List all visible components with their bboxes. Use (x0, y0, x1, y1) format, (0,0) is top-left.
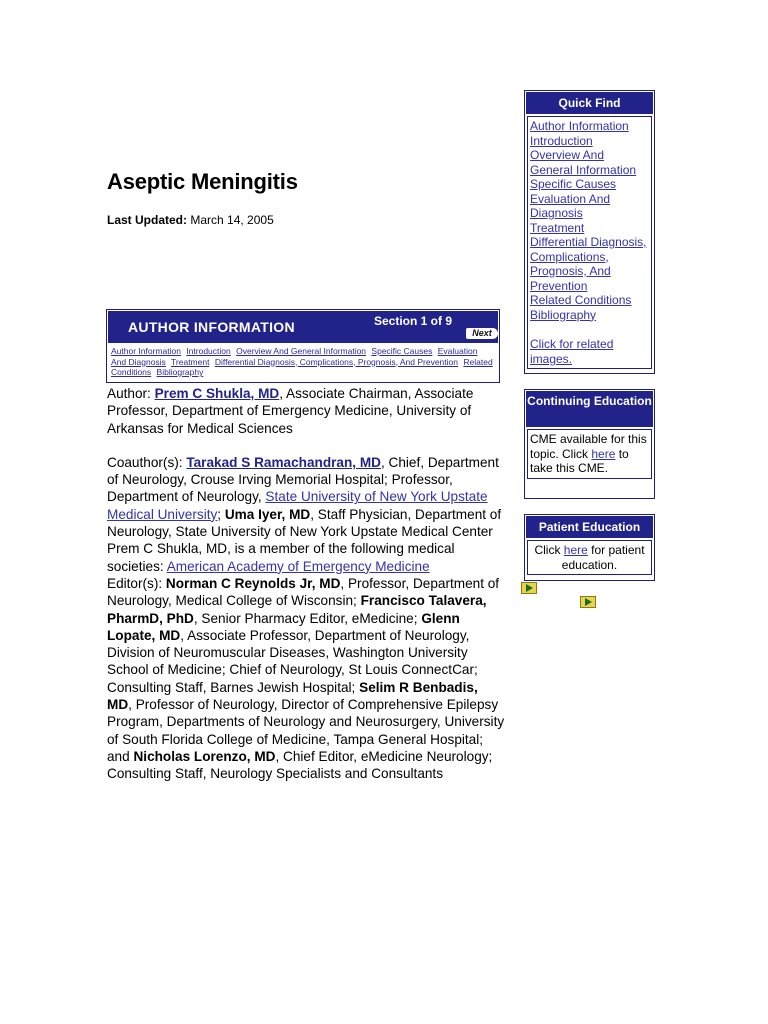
author-affiliation: , Associate Chairman, Associate Professor, Department of Emergency Medicine, University of Arkansas for Medical Sciences (107, 386, 474, 436)
continuing-education-heading: Continuing Education (526, 391, 653, 427)
last-updated-label: Last Updated: (107, 213, 188, 227)
editor2-name: Francisco Talavera, PharmD, PhD (107, 593, 487, 626)
coauthor-prefix: Coauthor(s): (107, 454, 187, 470)
section-link-related-conditions[interactable]: Related Conditions (111, 356, 493, 377)
coauthor-affiliation: , Chief, Department of Neurology, Crouse Irving Memorial Hospital; Professor, Department of Neurology, (107, 454, 499, 505)
editor2-affiliation: , Senior Pharmacy Editor, eMedicine; (193, 610, 422, 626)
author-prefix: Author: (107, 386, 155, 401)
section-heading: AUTHOR INFORMATION (128, 319, 295, 335)
editor3-affiliation: , Associate Professor, Department of Neurology, Division of Neuromuscular Diseases, Washington University School of Medicine; Chief of Neurology, St Louis ConnectCar; Consulting Staff, Barnes Jewish Hospital; (107, 627, 478, 695)
membership-text: Prem C Shukla, MD, is a member of the following medical societies: (107, 541, 455, 574)
patient-education-text (527, 540, 652, 575)
editor4-name: Selim R Benbadis, MD (107, 679, 478, 713)
author-information-header (108, 311, 498, 343)
cme-text-before: CME available for this topic. Click (530, 432, 647, 461)
editor1-name: Norman C Reynolds Jr, MD (165, 575, 341, 591)
page-title: Aseptic Meningitis (107, 169, 298, 194)
quick-find-box (524, 90, 655, 374)
section-link-evaluation[interactable]: Evaluation And Diagnosis (111, 346, 478, 367)
section-link-author-information[interactable]: Author Information (111, 346, 181, 356)
quick-link-evaluation[interactable]: Evaluation And Diagnosis (530, 191, 611, 220)
editor-prefix: Editor(s): (107, 575, 166, 591)
arrow-icon[interactable] (580, 596, 596, 608)
next-button[interactable]: Next (466, 328, 498, 339)
last-updated-value: March 14, 2005 (190, 213, 274, 227)
quick-link-related-conditions[interactable]: Related Conditions (530, 293, 632, 307)
quick-find-links (527, 116, 652, 369)
quick-link-treatment[interactable]: Treatment (530, 220, 585, 235)
author-paragraph (107, 385, 505, 437)
last-updated (107, 213, 274, 227)
author-details (107, 385, 505, 783)
patient-text-before: Click (534, 543, 564, 557)
continuing-education-box (524, 389, 655, 499)
author-name-link[interactable]: Prem C Shukla, MD (154, 386, 280, 401)
section-link-overview[interactable]: Overview And General Information (236, 346, 367, 356)
related-images-link[interactable]: Click for related images. (530, 337, 614, 366)
editor3-name: Glenn Lopate, MD (107, 610, 460, 643)
quick-find-heading: Quick Find (526, 92, 653, 114)
quick-link-specific-causes[interactable]: Specific Causes (530, 177, 617, 191)
patient-text-after: for patient education. (561, 543, 645, 572)
coauthor2-name: Uma Iyer, MD (224, 506, 311, 522)
quick-link-overview[interactable]: Overview And General Information (530, 148, 637, 177)
quick-link-bibliography[interactable]: Bibliography (530, 307, 597, 322)
editor5-name: Nicholas Lorenzo, MD (133, 748, 276, 764)
section-link-introduction[interactable]: Introduction (186, 346, 231, 356)
quick-find-spacer (530, 322, 649, 337)
editor1-affiliation: , Professor, Department of Neurology, Medical College of Wisconsin; (107, 575, 500, 609)
cme-text (527, 429, 652, 479)
patient-education-heading: Patient Education (526, 516, 653, 538)
aaem-link[interactable]: American Academy of Emergency Medicine (166, 558, 430, 574)
section-link-bibliography[interactable]: Bibliography (156, 367, 204, 377)
suny-upstate-link[interactable]: State University of New York Upstate Medical University (107, 489, 488, 522)
coauthor-paragraph (107, 454, 505, 540)
author-information-box (106, 309, 500, 383)
section-link-treatment[interactable]: Treatment (171, 356, 210, 367)
membership-paragraph (107, 540, 505, 575)
patient-education-box (524, 514, 655, 581)
editors-paragraph (107, 575, 505, 783)
editor5-affiliation: , Chief Editor, eMedicine Neurology; Consulting Staff, Neurology Specialists and Consultants (107, 748, 493, 782)
coauthor-separator: ; (217, 506, 225, 522)
editor4-affiliation: , Professor of Neurology, Director of Comprehensive Epilepsy Program, Departments of Neurology and Neurosurgery, University of South Florida College of Medicine, Tampa General Hospital; and (107, 697, 505, 764)
quick-link-author-information[interactable]: Author Information (530, 119, 629, 133)
quick-link-introduction[interactable]: Introduction (530, 133, 593, 148)
cme-here-link[interactable]: here (591, 446, 616, 461)
patient-here-link[interactable]: here (563, 543, 588, 557)
section-counter: Section 1 of 9 (374, 314, 453, 328)
section-nav-links (111, 346, 493, 378)
coauthor2-affiliation: , Staff Physician, Department of Neurology, State University of New York Upstate Medical Center (107, 506, 502, 540)
cme-text-after: to take this CME. (530, 446, 629, 475)
section-link-specific-causes[interactable]: Specific Causes (371, 346, 433, 356)
quick-link-differential[interactable]: Differential Diagnosis, Complications, Prognosis, And Prevention (530, 235, 647, 293)
arrow-icon[interactable] (521, 582, 537, 594)
section-link-differential[interactable]: Differential Diagnosis, Complications, Prognosis, And Prevention (214, 356, 458, 367)
paragraph-gap (107, 437, 505, 454)
coauthor-name-link[interactable]: Tarakad S Ramachandran, MD (186, 454, 381, 470)
